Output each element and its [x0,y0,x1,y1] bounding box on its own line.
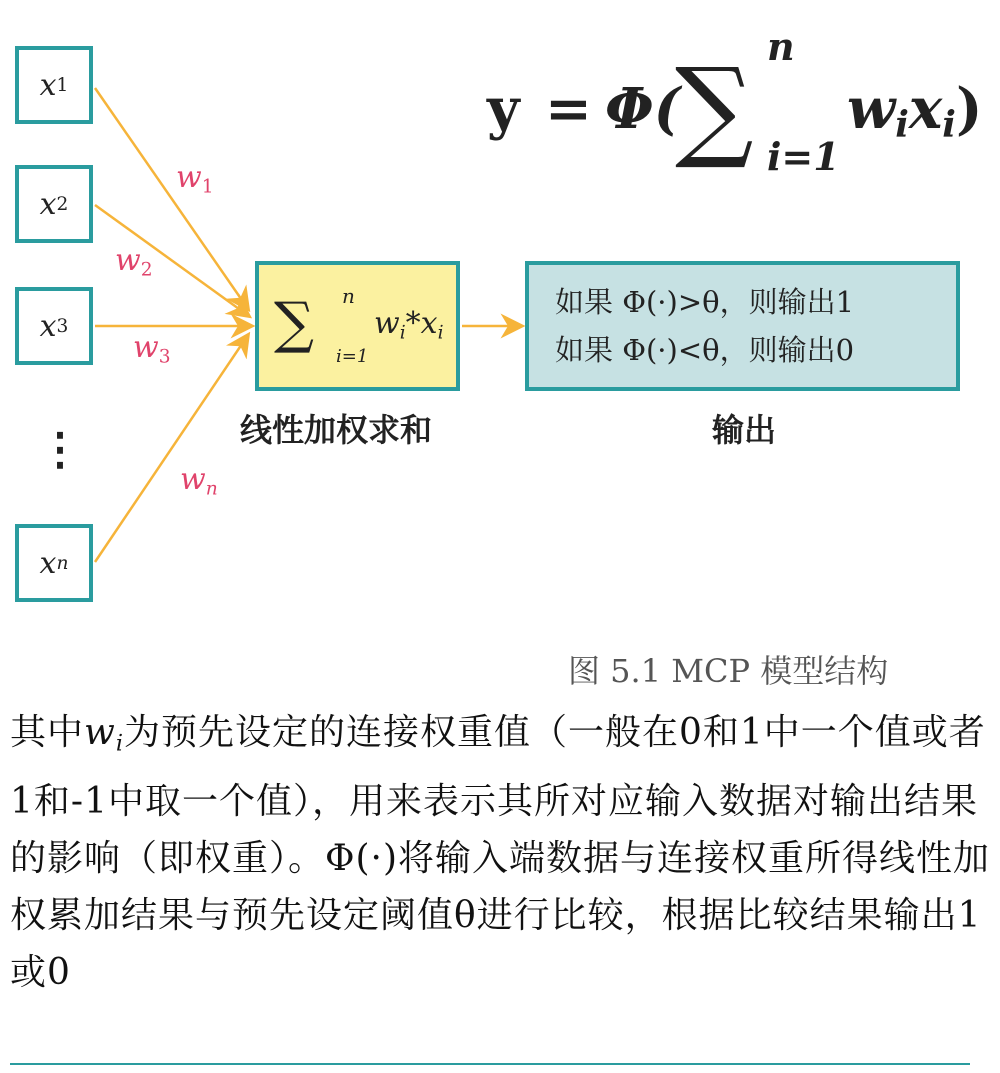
input-ellipsis: ⋮ [38,424,82,475]
output-label: 输出 [712,411,777,449]
bottom-divider [10,1063,970,1065]
weight-index: 3 [158,346,171,368]
input-index: n [56,552,69,574]
weighted-sum-box [255,261,460,391]
input-symbol: x [39,186,57,222]
formula-equals: = [545,76,592,142]
formula-phi: Φ( [605,76,681,142]
weight-index: 2 [140,259,153,281]
weight-w1 [176,160,214,198]
paragraph-intro: 其中 [10,712,85,753]
weighted-sum-label: 线性加权求和 [240,411,433,449]
formula-x: x [908,76,943,142]
weight-symbol: w [115,243,141,278]
weight-index: n [205,478,218,500]
arrow-xn [95,338,246,562]
formula-upper-limit: n [767,24,795,69]
weight-w3 [133,330,171,368]
sum-term [374,306,444,344]
paragraph-w: w [84,712,116,753]
output-rule-1: 如果 Φ(·)>θ，则输出1 [555,285,855,319]
sum-term-x-index: i [437,322,444,344]
figure-caption: 图 5.1 MCP 模型结构 [568,652,889,690]
formula-x-index: i [942,104,956,146]
formula-close-paren: ) [955,76,983,142]
weight-wn [180,462,218,500]
explanation-paragraph [10,704,995,1001]
sum-term-star: * [405,306,421,341]
sum-term-w: w [374,306,400,341]
formula-lhs: y [487,76,520,142]
sum-term-x: x [420,306,438,341]
sum-lower-limit: i=1 [336,346,369,367]
input-box-xn [15,524,93,602]
input-index: 1 [56,74,69,96]
paragraph-w-index: i [115,730,124,757]
input-box-x2 [15,165,93,243]
weight-symbol: w [180,462,206,497]
output-box [525,261,960,391]
sum-upper-limit: n [342,284,355,308]
weight-w2 [115,243,153,281]
output-rule-2: 如果 Φ(·)<θ，则输出0 [555,333,855,367]
input-symbol: x [39,67,57,103]
weight-index: 1 [201,176,214,198]
input-index: 2 [56,193,69,215]
formula-w: w [847,76,896,142]
paragraph-body: 为预先设定的连接权重值（一般在0和1中一个值或者1和-1中取一个值），用来表示其所对应输入数据对输出结果的影响（即权重）。Φ(·)将输入端数据与连接权重所得线性加权累加结果与预先设定阈值θ进行比较，根据比较结果输出1或0 [10,712,991,993]
input-symbol: x [39,545,57,581]
formula-w-index: i [895,104,909,146]
formula-term [847,76,982,146]
input-box-x3 [15,287,93,365]
sum-sigma: ∑ [274,291,314,356]
sum-term-w-index: i [399,322,406,344]
formula-lower-limit: i=1 [767,134,840,179]
input-symbol: x [39,308,57,344]
weight-symbol: w [176,160,202,195]
weight-symbol: w [133,330,159,365]
input-box-x1 [15,46,93,124]
formula-sigma: ∑ [675,44,754,172]
input-index: 3 [56,315,69,337]
